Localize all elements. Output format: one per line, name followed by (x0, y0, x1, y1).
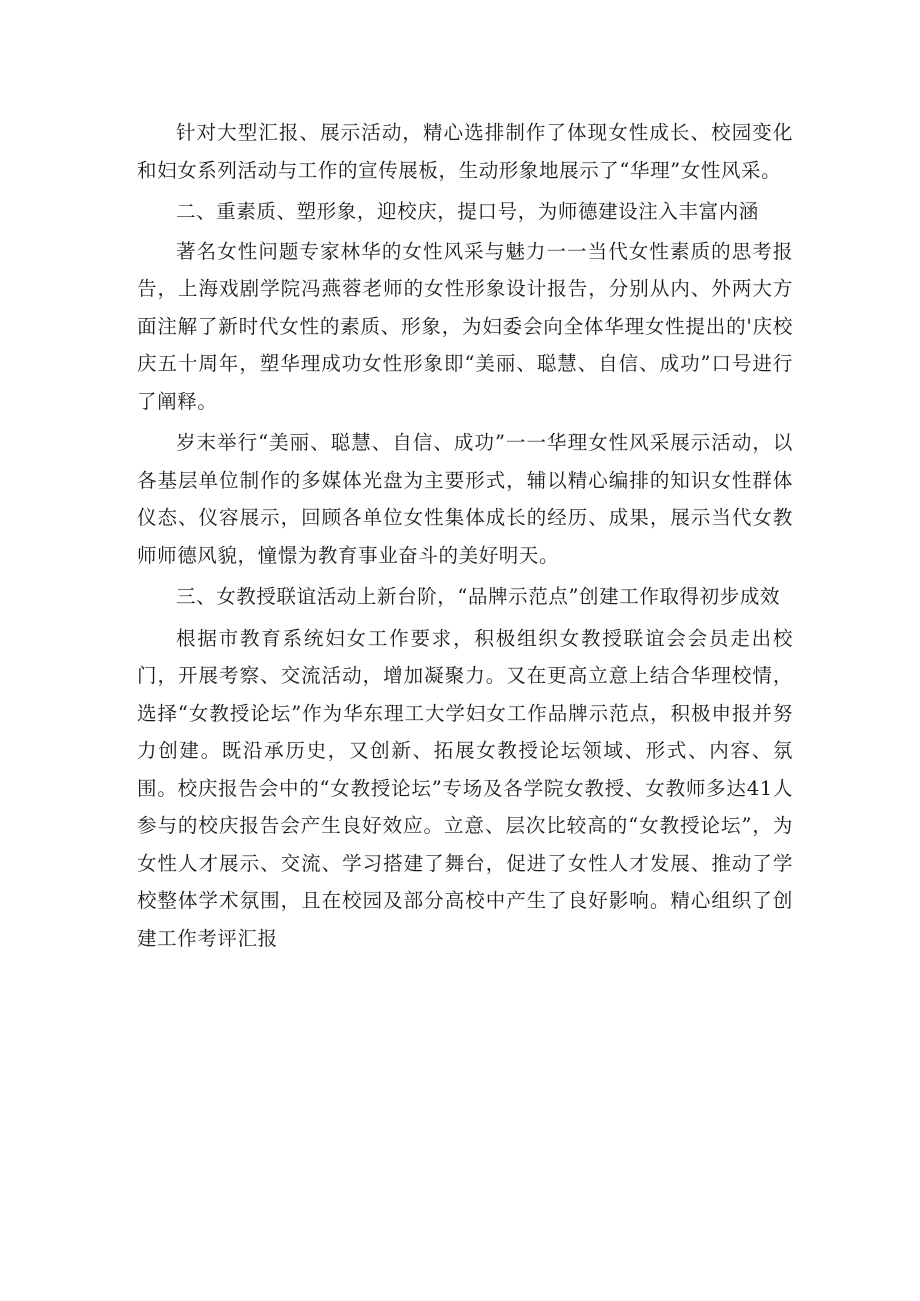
paragraph-reports: 著名女性问题专家林华的女性风采与魅力一一当代女性素质的思考报告，上海戏剧学院冯燕蓉老师的女性形象设计报告，分别从内、外两大方面注解了新时代女性的素质、形象，为妇委会向全体华理女性提出的'庆校庆五十周年，塑华理成功女性形象即“美丽、聪慧、自信、成功”口号进行了阐释。 (137, 239, 793, 413)
paragraph-exhibition-boards: 针对大型汇报、展示活动，精心选排制作了体现女性成长、校园变化和妇女系列活动与工作的宣传展板，生动形象地展示了“华理”女性风采。 (137, 121, 793, 182)
section-heading-2: 二、重素质、塑形象，迎校庆，提口号，为师德建设注入丰富内涵 (176, 200, 759, 223)
paragraph-professor-forum: 根据市教育系统妇女工作要求，积极组织女教授联谊会会员走出校门，开展考察、交流活动，增加凝聚力。又在更高立意上结合华理校情，选择“女教授论坛”作为华东理工大学妇女工作品牌示范点，积极申报并努力创建。既沿承历史，又创新、拓展女教授论坛领域、形式、内容、氛围。校庆报告会中的“女教授论坛”专场及各学院女教授、女教师多达41人参与的校庆报告会产生良好效应。立意、层次比较高的“女教授论坛”，为女性人才展示、交流、学习搭建了舞台，促进了女性人才发展、推动了学校整体学术氛围，且在校园及部分高校中产生了良好影响。精心组织了创建工作考评汇报 (137, 626, 793, 950)
paragraph-year-end-activity: 岁末举行“美丽、聪慧、自信、成功”一一华理女性风采展示活动，以各基层单位制作的多媒体光盘为主要形式，辅以精心编排的知识女性群体仪态、仪容展示，回顾各单位女性集体成长的经历、成果，展示当代女教师师德风貌，憧憬为教育事业奋斗的美好明天。 (137, 431, 793, 567)
section-heading-3: 三、女教授联谊活动上新台阶，“品牌示范点”创建工作取得初步成效 (176, 585, 781, 608)
document-body (137, 114, 793, 957)
